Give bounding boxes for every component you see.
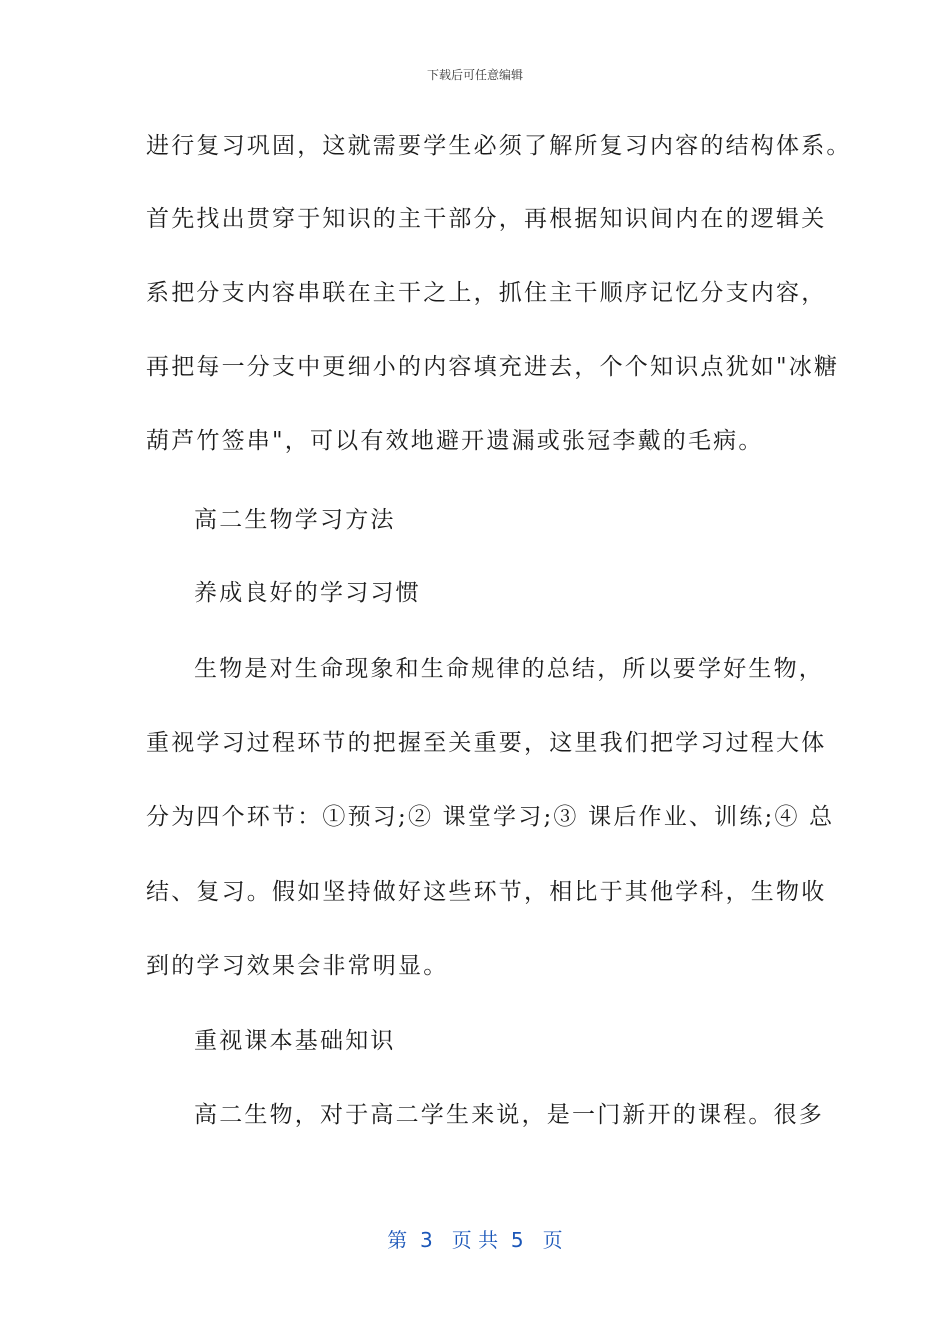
section-heading: 重视课本基础知识 xyxy=(194,1028,396,1054)
body-line: 再把每一分支中更细小的内容填充进去，个个知识点犹如"冰糖 xyxy=(146,354,840,380)
body-line: 进行复习巩固，这就需要学生必须了解所复习内容的结构体系。 xyxy=(146,133,852,159)
header-note: 下载后可任意编辑 xyxy=(426,68,523,82)
page-number-footer: 第 3 页 共 5 页 xyxy=(387,1228,563,1252)
section-heading: 养成良好的学习习惯 xyxy=(194,580,421,606)
body-line: 生物是对生命现象和生命规律的总结，所以要学好生物， xyxy=(194,656,824,682)
body-line: 结、复习。假如坚持做好这些环节，相比于其他学科，生物收 xyxy=(146,879,827,905)
body-line: 重视学习过程环节的把握至关重要，这里我们把学习过程大体 xyxy=(146,730,827,756)
body-line: 系把分支内容串联在主干之上，抓住主干顺序记忆分支内容， xyxy=(146,280,827,306)
body-line: 高二生物，对于高二学生来说，是一门新开的课程。很多 xyxy=(194,1102,824,1128)
body-line: 到的学习效果会非常明显。 xyxy=(146,953,449,979)
body-line: 首先找出贯穿于知识的主干部分，再根据知识间内在的逻辑关 xyxy=(146,206,827,232)
body-line: 葫芦竹签串"，可以有效地避开遗漏或张冠李戴的毛病。 xyxy=(146,428,764,454)
body-line: 分为四个环节：①预习;② 课堂学习;③ 课后作业、训练;④ 总 xyxy=(146,804,835,830)
section-heading: 高二生物学习方法 xyxy=(194,507,396,533)
